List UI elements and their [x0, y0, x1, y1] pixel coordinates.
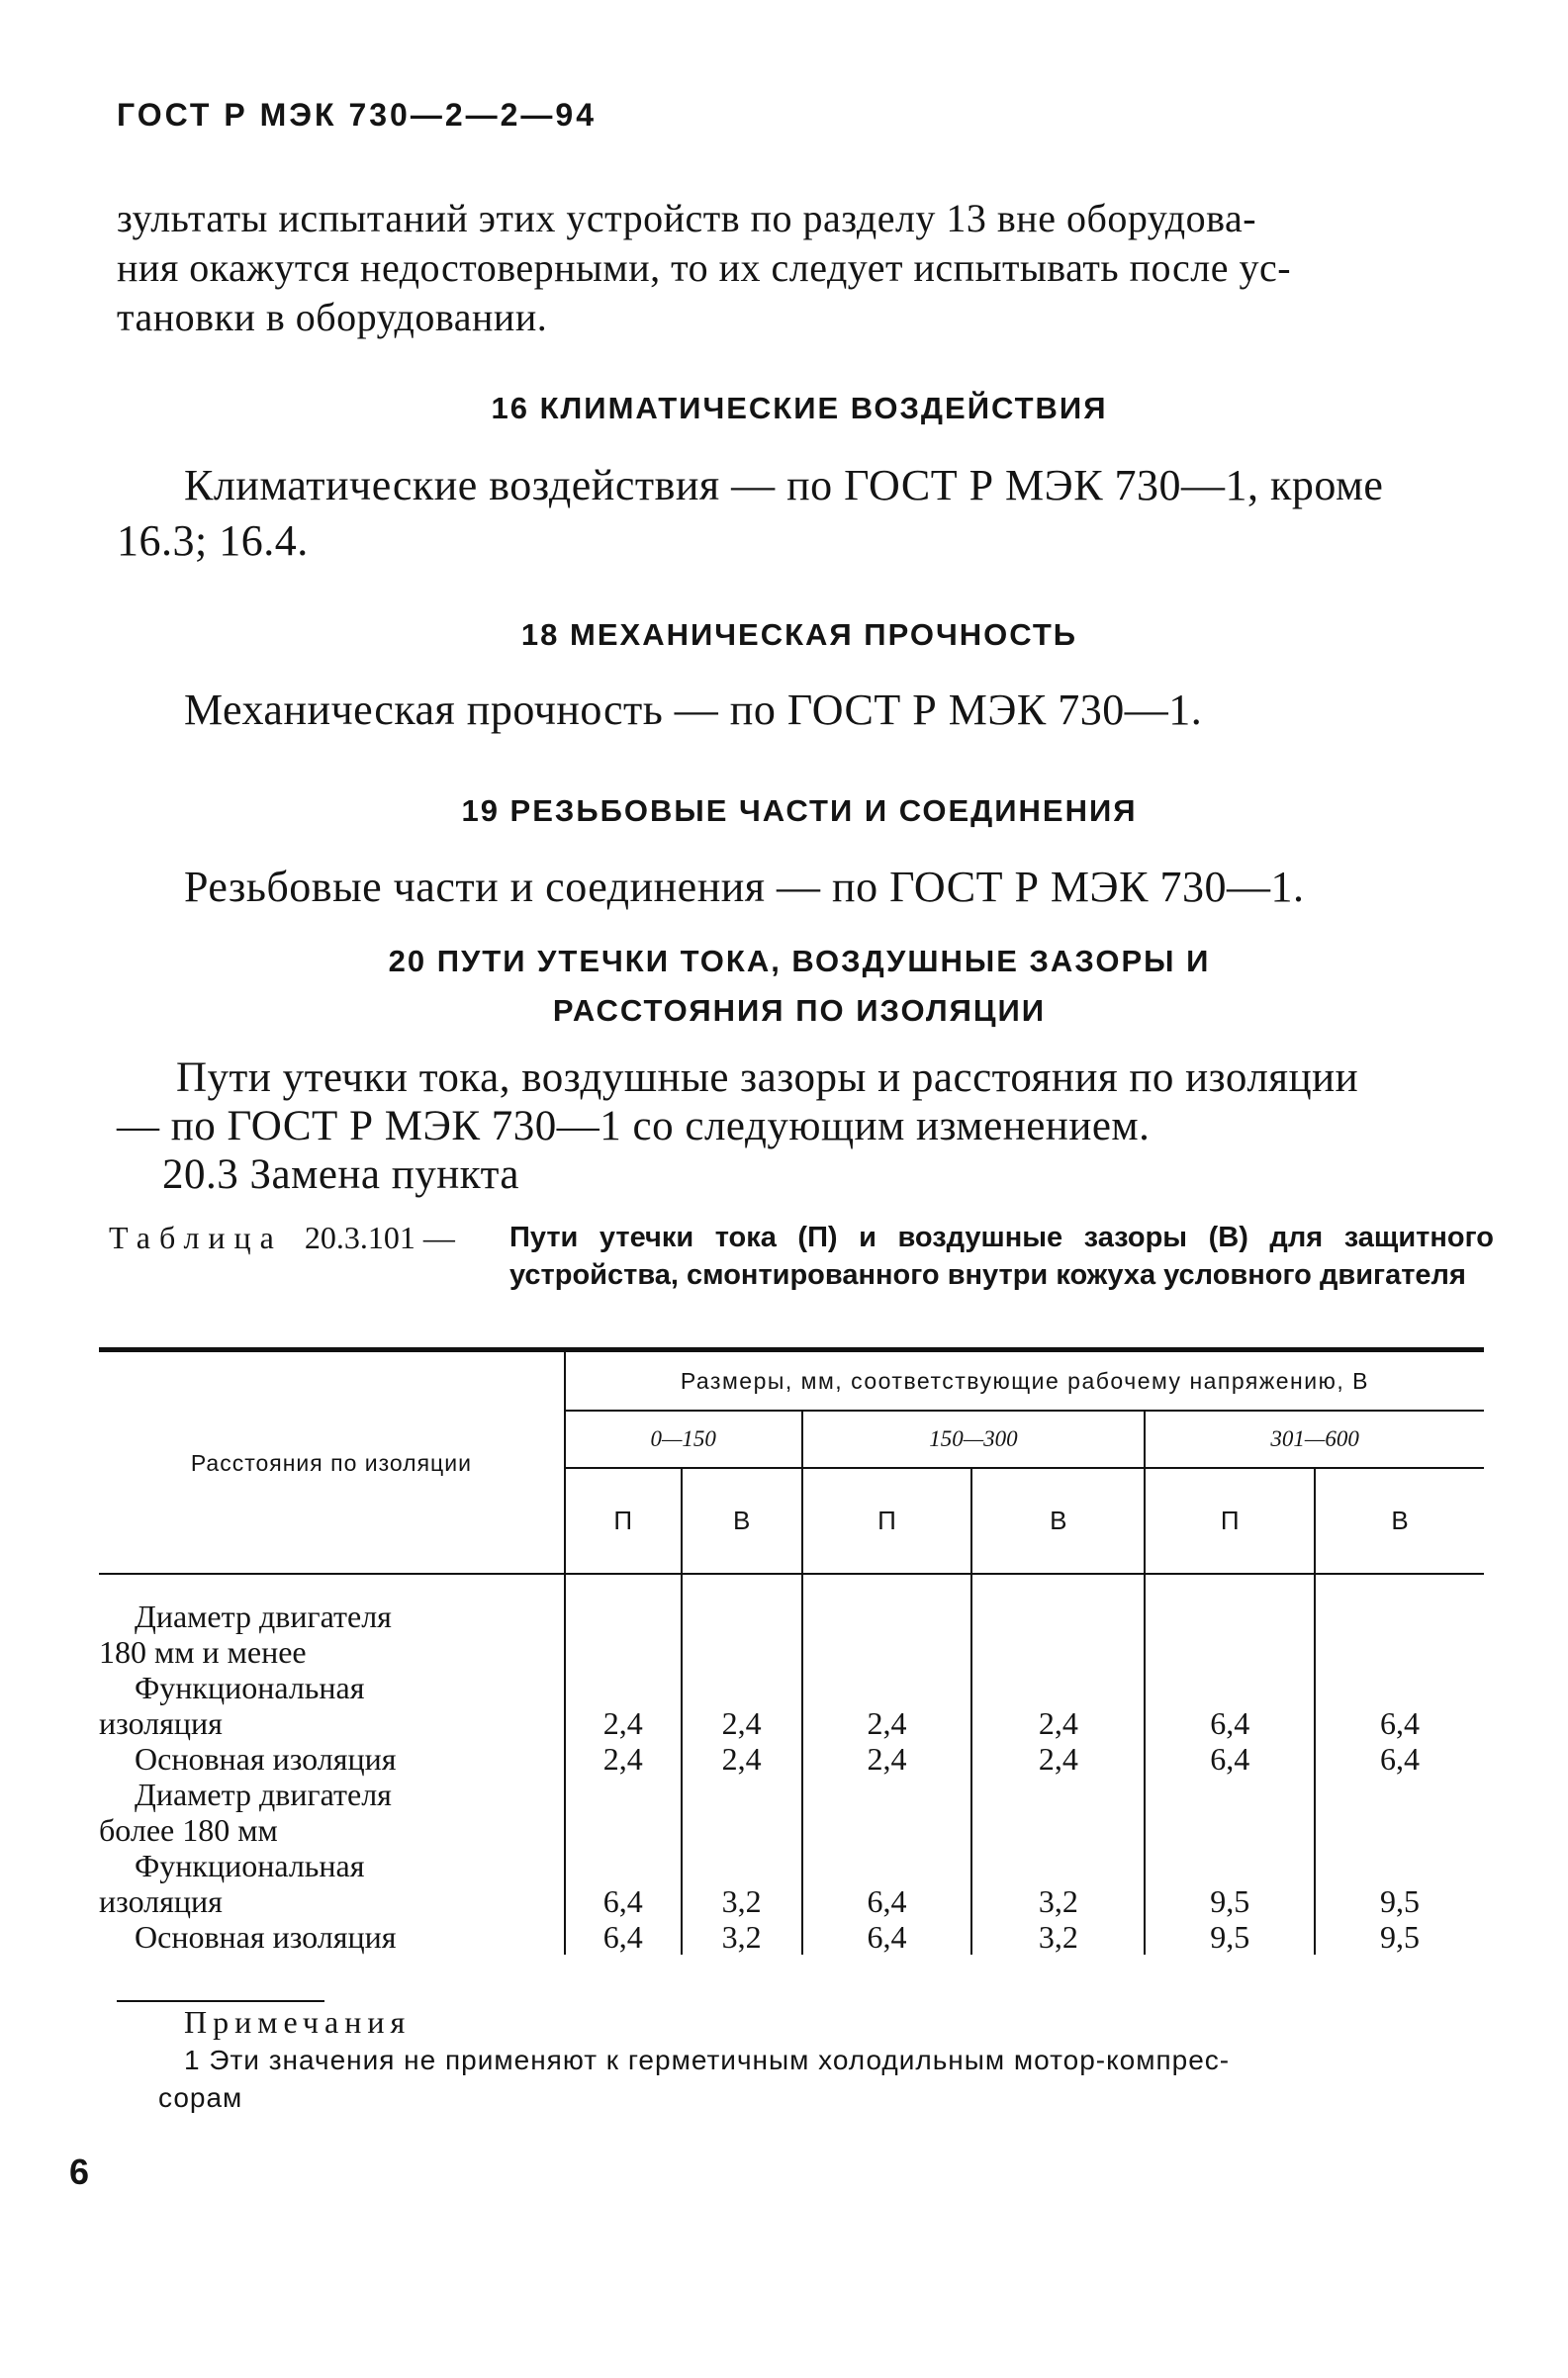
table-cell: 6,4: [1210, 1705, 1250, 1741]
range-header: 301—600: [1145, 1411, 1484, 1468]
table-cell: 2,4: [1038, 1705, 1078, 1741]
table-cell: 3,2: [1038, 1919, 1078, 1955]
table-cell: 2,4: [1038, 1741, 1078, 1777]
value-column: [971, 1599, 1145, 1955]
notes-text: [158, 2042, 1470, 2117]
sub-header: П: [565, 1468, 682, 1574]
table-cell: 3,2: [721, 1919, 762, 1955]
table-cell: 9,5: [1210, 1919, 1250, 1955]
section-18-heading: 18 МЕХАНИЧЕСКАЯ ПРОЧНОСТЬ: [520, 617, 1078, 652]
table-cell: 9,5: [1210, 1883, 1250, 1919]
table-cell: 6,4: [867, 1883, 907, 1919]
table-cell: 6,4: [1380, 1705, 1421, 1741]
sub-header: В: [971, 1468, 1145, 1574]
table-stub: [99, 1599, 565, 1955]
stub-line: Функциональная: [135, 1848, 365, 1883]
table-cell: 2,4: [721, 1705, 762, 1741]
range-header: 150—300: [802, 1411, 1146, 1468]
section-16-text: [117, 458, 1383, 569]
intro-line: зультаты испытаний этих устройств по разделу 13 вне оборудова-: [117, 196, 1257, 240]
section-20-heading-line: 20 ПУТИ УТЕЧКИ ТОКА, ВОЗДУШНЫЕ ЗАЗОРЫ И: [388, 944, 1211, 978]
table-cell: 2,4: [721, 1741, 762, 1777]
main-header: Размеры, мм, соответствующие рабочему напряжению, В: [565, 1350, 1484, 1412]
table-caption-prefix: [109, 1219, 455, 1256]
stub-line: Диаметр двигателя: [135, 1777, 392, 1812]
intro-line: ния окажутся недостоверными, то их следует испытывать после ус-: [117, 245, 1292, 290]
sub-header: В: [682, 1468, 802, 1574]
page-number: 6: [69, 2151, 90, 2192]
table-cell: 3,2: [1038, 1883, 1078, 1919]
section-18-text: Механическая прочность — по ГОСТ Р МЭК 730—1.: [184, 686, 1203, 734]
table-caption-title: Пути утечки тока (П) и воздушные зазоры (В) для защитного устройства, смонтированного внутри кожуха условного двигателя: [509, 1222, 1494, 1291]
table-cell: 2,4: [602, 1741, 643, 1777]
table-cell: 6,4: [602, 1883, 643, 1919]
stub-header: Расстояния по изоляции: [99, 1350, 565, 1575]
section-16-heading: 16 КЛИМАТИЧЕСКИЕ ВОЗДЕЙСТВИЯ: [491, 391, 1108, 425]
section-16-line: Климатические воздействия — по ГОСТ Р МЭК 730—1, кроме: [184, 461, 1384, 509]
table-cell: 3,2: [721, 1883, 762, 1919]
table-caption-number: 20.3.101 —: [304, 1220, 455, 1255]
sub-header: П: [802, 1468, 972, 1574]
stub-line: Функциональная: [135, 1670, 365, 1705]
intro-paragraph: [117, 194, 1291, 342]
document-header: ГОСТ Р МЭК 730—2—2—94: [117, 97, 598, 133]
section-20-heading: [117, 937, 1482, 1036]
stub-line: изоляция: [99, 1705, 223, 1741]
value-column: [682, 1599, 802, 1955]
table-cell: 2,4: [602, 1705, 643, 1741]
stub-line: Основная изоляция: [135, 1919, 397, 1955]
stub-line: более 180 мм: [99, 1812, 278, 1848]
table-cell: 6,4: [1210, 1741, 1250, 1777]
value-column: [1315, 1599, 1484, 1955]
stub-line: Основная изоляция: [135, 1741, 397, 1777]
table-cell: 9,5: [1380, 1883, 1421, 1919]
section-19-heading: 19 РЕЗЬБОВЫЕ ЧАСТИ И СОЕДИНЕНИЯ: [461, 793, 1138, 828]
section-19-text: Резьбовые части и соединения — по ГОСТ Р МЭК 730—1.: [184, 863, 1305, 911]
notes-title: Примечания: [184, 2004, 412, 2040]
note-line: 1 Эти значения не применяют к герметичным холодильным мотор-компрес-: [184, 2045, 1231, 2075]
range-header: 0—150: [565, 1411, 802, 1468]
section-20-line: 20.3 Замена пункта: [162, 1151, 520, 1198]
section-20-heading-line: РАССТОЯНИЯ ПО ИЗОЛЯЦИИ: [552, 993, 1047, 1028]
sub-header: П: [1145, 1468, 1315, 1574]
stub-line: изоляция: [99, 1883, 223, 1919]
sub-header: В: [1315, 1468, 1484, 1574]
stub-line: 180 мм и менее: [99, 1634, 307, 1670]
section-20-text: [117, 1053, 1358, 1199]
table-cell: 6,4: [1380, 1741, 1421, 1777]
table-cell: 6,4: [602, 1919, 643, 1955]
table-cell: 2,4: [867, 1741, 907, 1777]
section-20-line: Пути утечки тока, воздушные зазоры и расстояния по изоляции: [176, 1054, 1359, 1101]
section-20-line: — по ГОСТ Р МЭК 730—1 со следующим изменением.: [117, 1103, 1151, 1149]
value-column: [802, 1599, 972, 1955]
table-cell: 2,4: [867, 1705, 907, 1741]
value-column: [565, 1599, 682, 1955]
stub-line: Диаметр двигателя: [135, 1599, 392, 1634]
section-16-line: 16.3; 16.4.: [117, 516, 309, 565]
table-caption-label: Таблица: [109, 1220, 283, 1255]
table-cell: 9,5: [1380, 1919, 1421, 1955]
value-column: [1145, 1599, 1315, 1955]
clearance-table: [99, 1347, 1484, 1955]
table-cell: 6,4: [867, 1919, 907, 1955]
intro-line: тановки в оборудовании.: [117, 295, 548, 339]
note-line: сорам: [158, 2082, 243, 2113]
